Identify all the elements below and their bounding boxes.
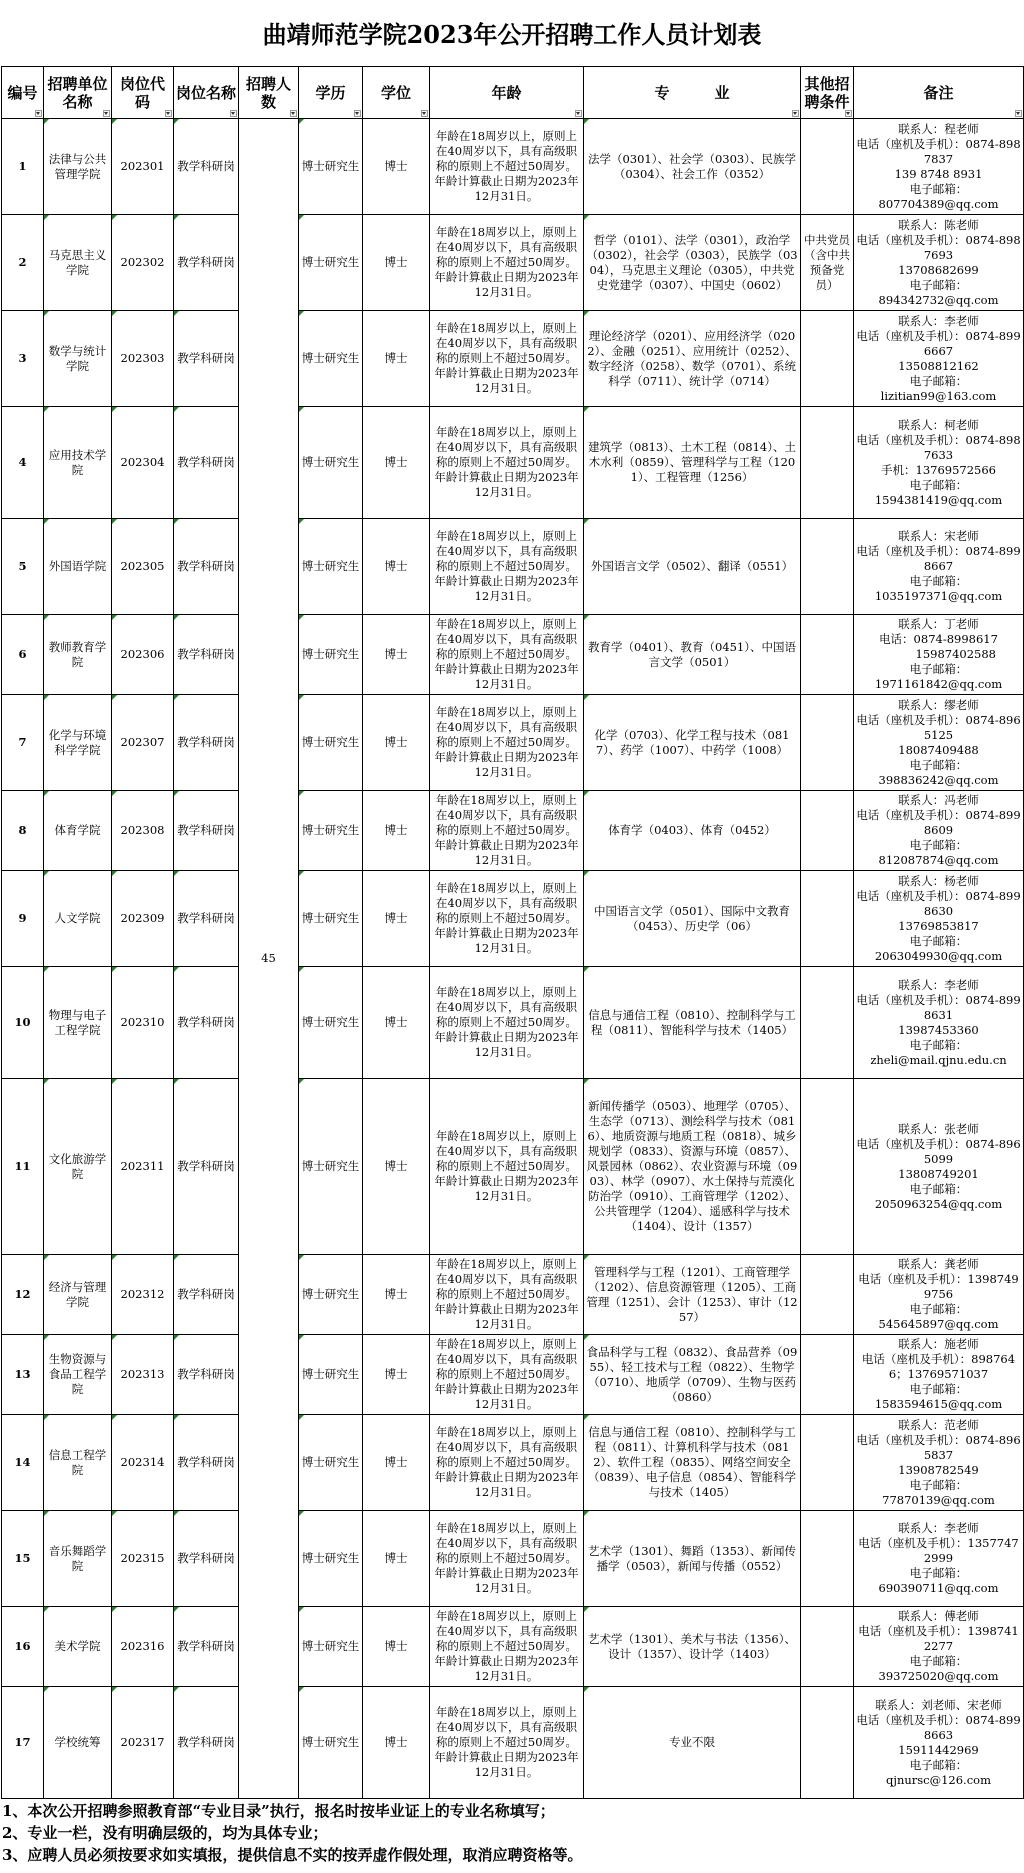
footnote: 1、本次公开招聘参照教育部“专业目录”执行，报名时按毕业证上的专业名称填写；	[2, 1802, 555, 1820]
row-edu: 博士研究生	[299, 1415, 363, 1511]
row-number: 7	[2, 695, 44, 791]
row-unit: 经济与管理学院	[44, 1255, 112, 1335]
row-post: 教学科研岗	[174, 615, 239, 695]
row-unit: 学校统筹	[44, 1687, 112, 1799]
row-unit: 法律与公共管理学院	[44, 119, 112, 215]
row-major: 专业不限	[584, 1687, 801, 1799]
footnote: 2、专业一栏，没有明确层级的，均为具体专业；	[2, 1824, 328, 1842]
filter-dropdown-icon[interactable]	[230, 110, 237, 117]
row-number: 10	[2, 967, 44, 1079]
filter-dropdown-icon[interactable]	[421, 110, 428, 117]
row-edu: 博士研究生	[299, 1335, 363, 1415]
row-other	[801, 519, 854, 615]
header-no[interactable]: 编号	[2, 67, 44, 119]
row-age: 年龄在18周岁以上，原则上在40周岁以下，具有高级职称的原则上不超过50周岁。年龄计算截止日期为2023年12月31日。	[430, 1511, 584, 1607]
recruitment-table	[1, 66, 1024, 1799]
row-major: 艺术学（1301）、美术与书法（1356）、设计（1357）、设计学（1403）	[584, 1607, 801, 1687]
row-major: 体育学（0403）、体育（0452）	[584, 791, 801, 871]
row-degree: 博士	[363, 519, 430, 615]
header-edu[interactable]: 学历	[299, 67, 363, 119]
row-code: 202302	[112, 215, 174, 311]
row-unit: 数学与统计学院	[44, 311, 112, 407]
row-remark: 联系人：李老师 电话（座机及手机）：0874-8996667 13508812162 电子邮箱： lizitian99@163.com	[854, 311, 1024, 407]
row-degree: 博士	[363, 119, 430, 215]
row-degree: 博士	[363, 215, 430, 311]
header-other[interactable]: 其他招聘条件	[801, 67, 854, 119]
row-remark: 联系人：施老师 电话（座机及手机）：8987646；13769571037 电子邮箱： 1583594615@qq.com	[854, 1335, 1024, 1415]
row-number: 9	[2, 871, 44, 967]
row-code: 202307	[112, 695, 174, 791]
row-degree: 博士	[363, 1415, 430, 1511]
row-remark: 联系人：龚老师 电话（座机及手机）：13987499756 电子邮箱： 545645897@qq.com	[854, 1255, 1024, 1335]
row-code: 202317	[112, 1687, 174, 1799]
row-remark: 联系人：李老师 电话（座机及手机）：13577472999 电子邮箱： 690390711@qq.com	[854, 1511, 1024, 1607]
row-age: 年龄在18周岁以上，原则上在40周岁以下，具有高级职称的原则上不超过50周岁。年龄计算截止日期为2023年12月31日。	[430, 1415, 584, 1511]
row-code: 202312	[112, 1255, 174, 1335]
row-age: 年龄在18周岁以上，原则上在40周岁以下，具有高级职称的原则上不超过50周岁。年龄计算截止日期为2023年12月31日。	[430, 791, 584, 871]
header-post[interactable]: 岗位名称	[174, 67, 239, 119]
row-other	[801, 695, 854, 791]
header-count[interactable]: 招聘人数	[239, 67, 299, 119]
row-edu: 博士研究生	[299, 871, 363, 967]
table-row	[2, 119, 1024, 215]
row-degree: 博士	[363, 1255, 430, 1335]
row-other: 中共党员（含中共预备党员）	[801, 215, 854, 311]
header-degree[interactable]: 学位	[363, 67, 430, 119]
row-age: 年龄在18周岁以上，原则上在40周岁以下，具有高级职称的原则上不超过50周岁。年龄计算截止日期为2023年12月31日。	[430, 1607, 584, 1687]
row-other	[801, 967, 854, 1079]
row-major: 化学（0703）、化学工程与技术（0817）、药学（1007）、中药学（1008）	[584, 695, 801, 791]
row-age: 年龄在18周岁以上，原则上在40周岁以下，具有高级职称的原则上不超过50周岁。年龄计算截止日期为2023年12月31日。	[430, 695, 584, 791]
row-major: 管理科学与工程（1201）、工商管理学（1202）、信息资源管理（1205）、工商管理（1251）、会计（1253）、审计（1257）	[584, 1255, 801, 1335]
row-unit: 马克思主义学院	[44, 215, 112, 311]
table-row	[2, 215, 1024, 311]
row-other	[801, 1335, 854, 1415]
row-code: 202311	[112, 1079, 174, 1255]
row-degree: 博士	[363, 1687, 430, 1799]
row-age: 年龄在18周岁以上，原则上在40周岁以下，具有高级职称的原则上不超过50周岁。年龄计算截止日期为2023年12月31日。	[430, 1687, 584, 1799]
row-edu: 博士研究生	[299, 407, 363, 519]
row-code: 202309	[112, 871, 174, 967]
row-degree: 博士	[363, 1607, 430, 1687]
row-major: 理论经济学（0201）、应用经济学（0202）、金融（0251）、应用统计（0252）、数字经济（0258）、数学（0701）、系统科学（0711）、统计学（0714）	[584, 311, 801, 407]
row-major: 食品科学与工程（0832）、食品营养（0955）、轻工技术与工程（0822）、生物学（0710）、地质学（0709）、生物与医药（0860）	[584, 1335, 801, 1415]
row-edu: 博士研究生	[299, 791, 363, 871]
header-unit[interactable]: 招聘单位名称	[44, 67, 112, 119]
row-number: 16	[2, 1607, 44, 1687]
row-degree: 博士	[363, 871, 430, 967]
row-age: 年龄在18周岁以上，原则上在40周岁以下，具有高级职称的原则上不超过50周岁。年龄计算截止日期为2023年12月31日。	[430, 519, 584, 615]
row-other	[801, 1255, 854, 1335]
row-code: 202315	[112, 1511, 174, 1607]
row-degree: 博士	[363, 791, 430, 871]
row-other	[801, 311, 854, 407]
filter-dropdown-icon[interactable]	[290, 110, 297, 117]
row-number: 5	[2, 519, 44, 615]
row-other	[801, 615, 854, 695]
row-other	[801, 1607, 854, 1687]
row-remark: 联系人：程老师 电话（座机及手机）：0874-8987837 139 8748 8931 电子邮箱： 807704389@qq.com	[854, 119, 1024, 215]
row-edu: 博士研究生	[299, 1607, 363, 1687]
row-degree: 博士	[363, 1079, 430, 1255]
row-age: 年龄在18周岁以上，原则上在40周岁以下，具有高级职称的原则上不超过50周岁。年龄计算截止日期为2023年12月31日。	[430, 1079, 584, 1255]
row-code: 202310	[112, 967, 174, 1079]
row-age: 年龄在18周岁以上，原则上在40周岁以下，具有高级职称的原则上不超过50周岁。年龄计算截止日期为2023年12月31日。	[430, 407, 584, 519]
row-remark: 联系人：张老师 电话（座机及手机）：0874-8965099 13808749201 电子邮箱： 2050963254@qq.com	[854, 1079, 1024, 1255]
row-remark: 联系人：杨老师 电话（座机及手机）：0874-8998630 13769853817 电子邮箱： 2063049930@qq.com	[854, 871, 1024, 967]
row-post: 教学科研岗	[174, 1335, 239, 1415]
table-row	[2, 407, 1024, 519]
row-post: 教学科研岗	[174, 871, 239, 967]
row-edu: 博士研究生	[299, 967, 363, 1079]
filter-dropdown-icon[interactable]	[35, 110, 42, 117]
row-unit: 应用技术学院	[44, 407, 112, 519]
row-post: 教学科研岗	[174, 791, 239, 871]
row-unit: 音乐舞蹈学院	[44, 1511, 112, 1607]
table-row	[2, 695, 1024, 791]
header-remark[interactable]: 备注	[854, 67, 1024, 119]
row-remark: 联系人：傅老师 电话（座机及手机）：13987412277 电子邮箱： 393725020@qq.com	[854, 1607, 1024, 1687]
row-edu: 博士研究生	[299, 615, 363, 695]
row-remark: 联系人：宋老师 电话（座机及手机）：0874-8998667 电子邮箱： 1035197371@qq.com	[854, 519, 1024, 615]
row-post: 教学科研岗	[174, 1687, 239, 1799]
row-remark: 联系人：陈老师 电话（座机及手机）：0874-8987693 13708682699 电子邮箱： 894342732@qq.com	[854, 215, 1024, 311]
table-row	[2, 967, 1024, 1079]
row-unit: 信息工程学院	[44, 1415, 112, 1511]
footnote: 3、应聘人员必须按要求如实填报，提供信息不实的按弄虚作假处理，取消应聘资格等。	[2, 1846, 583, 1864]
row-unit: 美术学院	[44, 1607, 112, 1687]
row-post: 教学科研岗	[174, 311, 239, 407]
row-degree: 博士	[363, 1511, 430, 1607]
table-row	[2, 311, 1024, 407]
row-degree: 博士	[363, 1335, 430, 1415]
row-number: 15	[2, 1511, 44, 1607]
row-post: 教学科研岗	[174, 967, 239, 1079]
row-code: 202313	[112, 1335, 174, 1415]
row-number: 3	[2, 311, 44, 407]
row-age: 年龄在18周岁以上，原则上在40周岁以下，具有高级职称的原则上不超过50周岁。年龄计算截止日期为2023年12月31日。	[430, 215, 584, 311]
row-remark: 联系人：范老师 电话（座机及手机）：0874-8965837 13908782549 电子邮箱： 77870139@qq.com	[854, 1415, 1024, 1511]
row-major: 哲学（0101）、法学（0301），政治学（0302），社会学（0303），民族学（0304），马克思主义理论（0305），中共党史党建学（0307）、中国史（0602）	[584, 215, 801, 311]
header-major[interactable]: 专 业	[584, 67, 801, 119]
row-number: 6	[2, 615, 44, 695]
row-edu: 博士研究生	[299, 1255, 363, 1335]
table-row	[2, 1335, 1024, 1415]
table-row	[2, 1511, 1024, 1607]
row-post: 教学科研岗	[174, 119, 239, 215]
row-post: 教学科研岗	[174, 1511, 239, 1607]
row-age: 年龄在18周岁以上，原则上在40周岁以下，具有高级职称的原则上不超过50周岁。年龄计算截止日期为2023年12月31日。	[430, 967, 584, 1079]
row-age: 年龄在18周岁以上，原则上在40周岁以下，具有高级职称的原则上不超过50周岁。年龄计算截止日期为2023年12月31日。	[430, 871, 584, 967]
table-row	[2, 1415, 1024, 1511]
table-body	[2, 119, 1024, 1799]
row-edu: 博士研究生	[299, 311, 363, 407]
row-number: 14	[2, 1415, 44, 1511]
row-major: 新闻传播学（0503）、地理学（0705）、生态学（0713）、测绘科学与技术（0816）、地质资源与地质工程（0818）、城乡规划学（0833）、资源与环境（0857）、风景园林（0862）、农业资源与环境（0903）、林学（0907）、水土保持与荒漠化防治学（0910）、工商管理学（1202）、公共管理学（1204）、遥感科学与技术（1404）、设计（1357）	[584, 1079, 801, 1255]
table-row	[2, 615, 1024, 695]
row-degree: 博士	[363, 311, 430, 407]
row-unit: 文化旅游学院	[44, 1079, 112, 1255]
row-unit: 体育学院	[44, 791, 112, 871]
row-post: 教学科研岗	[174, 519, 239, 615]
row-number: 8	[2, 791, 44, 871]
row-age: 年龄在18周岁以上，原则上在40周岁以下，具有高级职称的原则上不超过50周岁。年龄计算截止日期为2023年12月31日。	[430, 615, 584, 695]
recruit-count: 45	[239, 119, 299, 1799]
row-degree: 博士	[363, 407, 430, 519]
row-number: 17	[2, 1687, 44, 1799]
row-other	[801, 1079, 854, 1255]
row-remark: 联系人：刘老师、宋老师 电话（座机及手机）：0874-8998663 15911442969 电子邮箱： qjnursc@126.com	[854, 1687, 1024, 1799]
row-major: 信息与通信工程（0810）、控制科学与工程（0811）、智能科学与技术（1405）	[584, 967, 801, 1079]
header-code[interactable]: 岗位代码	[112, 67, 174, 119]
row-code: 202306	[112, 615, 174, 695]
row-code: 202308	[112, 791, 174, 871]
row-major: 建筑学（0813）、土木工程（0814）、土木水利（0859）、管理科学与工程（1201）、工程管理（1256）	[584, 407, 801, 519]
table-row	[2, 871, 1024, 967]
row-remark: 联系人：李老师 电话（座机及手机）：0874-8998631 13987453360 电子邮箱： zheli@mail.qjnu.edu.cn	[854, 967, 1024, 1079]
row-code: 202314	[112, 1415, 174, 1511]
row-major: 中国语言文学（0501）、国际中文教育（0453）、历史学（06）	[584, 871, 801, 967]
filter-dropdown-icon[interactable]	[845, 110, 852, 117]
filter-dropdown-icon[interactable]	[103, 110, 110, 117]
row-post: 教学科研岗	[174, 1415, 239, 1511]
filter-dropdown-icon[interactable]	[575, 110, 582, 117]
row-other	[801, 1415, 854, 1511]
row-edu: 博士研究生	[299, 119, 363, 215]
row-other	[801, 871, 854, 967]
row-post: 教学科研岗	[174, 1255, 239, 1335]
row-edu: 博士研究生	[299, 1079, 363, 1255]
row-major: 信息与通信工程（0810）、控制科学与工程（0811）、计算机科学与技术（0812）、软件工程（0835）、网络空间安全（0839）、电子信息（0854）、智能科学与技术（1405）	[584, 1415, 801, 1511]
row-remark: 联系人：冯老师 电话（座机及手机）：0874-8998609 电子邮箱： 812087874@qq.com	[854, 791, 1024, 871]
row-other	[801, 1687, 854, 1799]
row-number: 12	[2, 1255, 44, 1335]
row-code: 202301	[112, 119, 174, 215]
row-edu: 博士研究生	[299, 695, 363, 791]
row-unit: 外国语学院	[44, 519, 112, 615]
row-degree: 博士	[363, 695, 430, 791]
row-unit: 生物资源与食品工程学院	[44, 1335, 112, 1415]
row-unit: 化学与环境科学学院	[44, 695, 112, 791]
row-age: 年龄在18周岁以上，原则上在40周岁以下，具有高级职称的原则上不超过50周岁。年龄计算截止日期为2023年12月31日。	[430, 311, 584, 407]
row-edu: 博士研究生	[299, 1687, 363, 1799]
row-unit: 物理与电子工程学院	[44, 967, 112, 1079]
row-post: 教学科研岗	[174, 1079, 239, 1255]
row-major: 教育学（0401）、教育（0451）、中国语言文学（0501）	[584, 615, 801, 695]
header-age[interactable]: 年龄	[430, 67, 584, 119]
table-row	[2, 519, 1024, 615]
table-row	[2, 791, 1024, 871]
row-major: 法学（0301）、社会学（0303）、民族学（0304）、社会工作（0352）	[584, 119, 801, 215]
row-remark: 联系人：缪老师 电话（座机及手机）：0874-8965125 18087409488 电子邮箱： 398836242@qq.com	[854, 695, 1024, 791]
row-post: 教学科研岗	[174, 1607, 239, 1687]
row-major: 艺术学（1301）、舞蹈（1353）、新闻传播学（0503），新闻与传播（0552）	[584, 1511, 801, 1607]
row-code: 202304	[112, 407, 174, 519]
row-degree: 博士	[363, 967, 430, 1079]
page-title: 曲靖师范学院2023年公开招聘工作人员计划表	[262, 20, 762, 49]
table-row	[2, 1687, 1024, 1799]
row-other	[801, 1511, 854, 1607]
row-post: 教学科研岗	[174, 215, 239, 311]
row-remark: 联系人：丁老师 电话：0874-8998617 15987402588 电子邮箱： 1971161842@qq.com	[854, 615, 1024, 695]
row-number: 11	[2, 1079, 44, 1255]
row-remark: 联系人：柯老师 电话（座机及手机）：0874-8987633 手机：13769572566 电子邮箱： 1594381419@qq.com	[854, 407, 1024, 519]
row-code: 202305	[112, 519, 174, 615]
row-age: 年龄在18周岁以上，原则上在40周岁以下，具有高级职称的原则上不超过50周岁。年龄计算截止日期为2023年12月31日。	[430, 1335, 584, 1415]
filter-dropdown-icon[interactable]	[165, 110, 172, 117]
filter-dropdown-icon[interactable]	[1015, 110, 1022, 117]
row-number: 1	[2, 119, 44, 215]
row-number: 4	[2, 407, 44, 519]
row-other	[801, 119, 854, 215]
row-post: 教学科研岗	[174, 407, 239, 519]
row-major: 外国语言文学（0502）、翻译（0551）	[584, 519, 801, 615]
row-number: 2	[2, 215, 44, 311]
table-row	[2, 1079, 1024, 1255]
row-code: 202303	[112, 311, 174, 407]
row-age: 年龄在18周岁以上，原则上在40周岁以下，具有高级职称的原则上不超过50周岁。年龄计算截止日期为2023年12月31日。	[430, 1255, 584, 1335]
row-unit: 人文学院	[44, 871, 112, 967]
row-code: 202316	[112, 1607, 174, 1687]
row-number: 13	[2, 1335, 44, 1415]
row-other	[801, 407, 854, 519]
table-row	[2, 1607, 1024, 1687]
row-edu: 博士研究生	[299, 215, 363, 311]
row-age: 年龄在18周岁以上，原则上在40周岁以下，具有高级职称的原则上不超过50周岁。年龄计算截止日期为2023年12月31日。	[430, 119, 584, 215]
row-post: 教学科研岗	[174, 695, 239, 791]
row-other	[801, 791, 854, 871]
row-edu: 博士研究生	[299, 519, 363, 615]
row-unit: 教师教育学院	[44, 615, 112, 695]
footnotes	[2, 1800, 1022, 1866]
table-row	[2, 1255, 1024, 1335]
row-degree: 博士	[363, 615, 430, 695]
filter-dropdown-icon[interactable]	[792, 110, 799, 117]
filter-dropdown-icon[interactable]	[354, 110, 361, 117]
row-edu: 博士研究生	[299, 1511, 363, 1607]
